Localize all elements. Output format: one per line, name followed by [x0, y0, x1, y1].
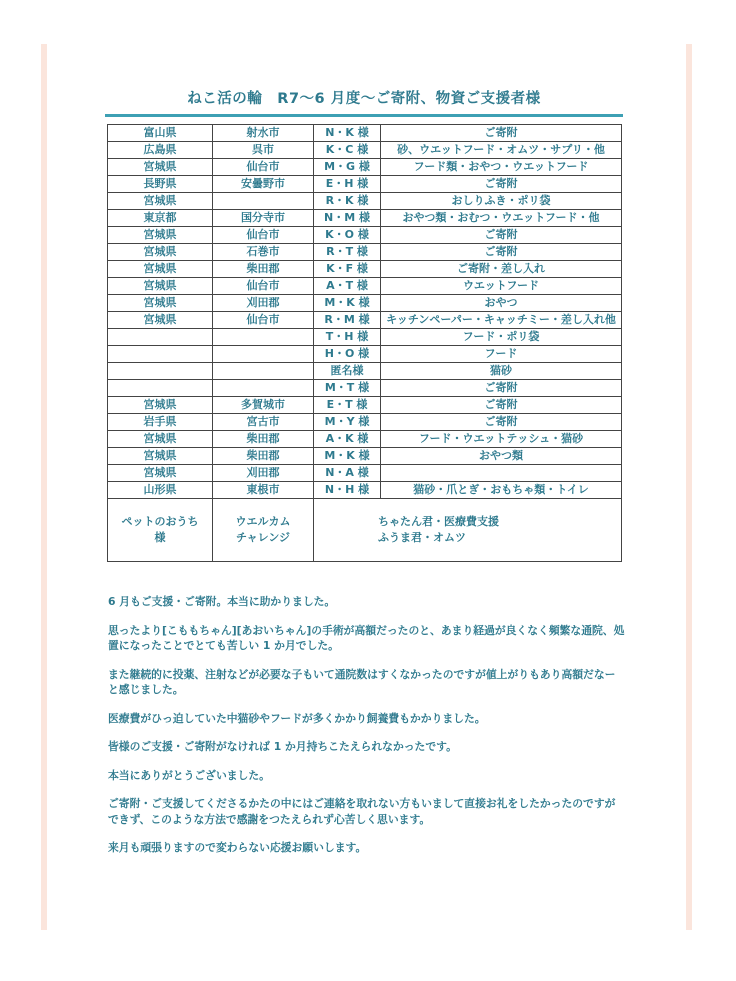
prefecture-cell	[108, 346, 213, 363]
items-cell: フード類・おやつ・ウエットフード	[381, 159, 622, 176]
donor-cell: K・O 様	[314, 227, 381, 244]
prefecture-cell: 宮城県	[108, 278, 213, 295]
city-cell: 安曇野市	[213, 176, 314, 193]
items-cell: ご寄附	[381, 125, 622, 142]
items-cell: ご寄附	[381, 397, 622, 414]
city-cell: 柴田郡	[213, 261, 314, 278]
message-paragraph: ご寄附・ご支援してくださるかたの中にはご連絡を取れない方もいまして直接お礼をしたかったのですが できず、このような方法で感謝をつたえられず心苦しく思います。	[108, 797, 616, 826]
items-cell: おやつ類・おむつ・ウエットフード・他	[381, 210, 622, 227]
prefecture-cell: 東京都	[108, 210, 213, 227]
table-row	[108, 125, 622, 142]
city-cell: 宮古市	[213, 414, 314, 431]
donor-cell: K・C 様	[314, 142, 381, 159]
items-cell: ご寄附	[381, 380, 622, 397]
items-cell: おしりふき・ポリ袋	[381, 193, 622, 210]
message-paragraph: 来月も頑張りますので変わらない応援お願いします。	[108, 841, 367, 854]
prefecture-cell	[108, 363, 213, 380]
table-row	[108, 482, 622, 499]
table-footer-row	[108, 499, 622, 562]
items-cell: おやつ	[381, 295, 622, 312]
city-cell: 呉市	[213, 142, 314, 159]
prefecture-cell	[108, 329, 213, 346]
items-cell: ご寄附	[381, 244, 622, 261]
table-row	[108, 448, 622, 465]
prefecture-cell: 宮城県	[108, 244, 213, 261]
donor-cell: M・Y 様	[314, 414, 381, 431]
items-cell	[381, 465, 622, 482]
message-paragraph: また継続的に投薬、注射などが必要な子もいて通院数はすくなかったのですが値上がりもあり高額だなー と感じました。	[108, 667, 616, 696]
city-cell: 仙台市	[213, 159, 314, 176]
donor-cell: K・F 様	[314, 261, 381, 278]
donor-cell: 匿名様	[314, 363, 381, 380]
donor-cell: R・T 様	[314, 244, 381, 261]
items-cell: 砂、ウエットフード・オムツ・サプリ・他	[381, 142, 622, 159]
city-cell	[213, 380, 314, 397]
prefecture-cell: 宮城県	[108, 431, 213, 448]
donor-cell: E・T 様	[314, 397, 381, 414]
donor-table-body	[108, 125, 622, 562]
table-row	[108, 380, 622, 397]
prefecture-cell	[108, 380, 213, 397]
donor-cell: R・M 様	[314, 312, 381, 329]
items-cell: ご寄附・差し入れ	[381, 261, 622, 278]
table-row	[108, 414, 622, 431]
city-cell: 刈田郡	[213, 295, 314, 312]
table-row	[108, 465, 622, 482]
table-row	[108, 312, 622, 329]
items-cell: ウエットフード	[381, 278, 622, 295]
items-cell: 猫砂・爪とぎ・おもちゃ類・トイレ	[381, 482, 622, 499]
prefecture-cell: 宮城県	[108, 193, 213, 210]
prefecture-cell: 山形県	[108, 482, 213, 499]
document-body	[107, 88, 621, 562]
items-cell: ご寄附	[381, 227, 622, 244]
city-cell: 仙台市	[213, 312, 314, 329]
table-row	[108, 278, 622, 295]
city-cell	[213, 363, 314, 380]
city-cell: 多賀城市	[213, 397, 314, 414]
donor-cell: M・G 様	[314, 159, 381, 176]
left-border-stripe	[41, 44, 47, 930]
right-border-stripe	[686, 44, 692, 930]
message-paragraphs	[108, 594, 628, 869]
donor-cell: N・A 様	[314, 465, 381, 482]
prefecture-cell: 宮城県	[108, 465, 213, 482]
prefecture-cell: 宮城県	[108, 261, 213, 278]
donor-cell: A・T 様	[314, 278, 381, 295]
table-row	[108, 346, 622, 363]
prefecture-cell: 岩手県	[108, 414, 213, 431]
prefecture-cell: 宮城県	[108, 312, 213, 329]
city-cell	[213, 346, 314, 363]
items-cell: キッチンペーパー・キャッチミー・差し入れ他	[381, 312, 622, 329]
donor-cell: E・H 様	[314, 176, 381, 193]
donor-cell: T・H 様	[314, 329, 381, 346]
city-cell: 仙台市	[213, 227, 314, 244]
table-row	[108, 397, 622, 414]
table-row	[108, 363, 622, 380]
prefecture-cell: 広島県	[108, 142, 213, 159]
table-row	[108, 295, 622, 312]
city-cell: 柴田郡	[213, 431, 314, 448]
table-row	[108, 227, 622, 244]
donor-cell: R・K 様	[314, 193, 381, 210]
donor-cell: A・K 様	[314, 431, 381, 448]
footer-program-cell: ウエルカム チャレンジ	[213, 499, 314, 562]
prefecture-cell: 宮城県	[108, 397, 213, 414]
donor-cell: M・T 様	[314, 380, 381, 397]
donor-cell: N・M 様	[314, 210, 381, 227]
items-cell: フード・ポリ袋	[381, 329, 622, 346]
donor-cell: M・K 様	[314, 448, 381, 465]
items-cell: フード	[381, 346, 622, 363]
table-row	[108, 159, 622, 176]
prefecture-cell: 宮城県	[108, 159, 213, 176]
city-cell: 射水市	[213, 125, 314, 142]
items-cell: ご寄附	[381, 414, 622, 431]
table-row	[108, 431, 622, 448]
donor-cell: M・K 様	[314, 295, 381, 312]
city-cell	[213, 329, 314, 346]
city-cell: 仙台市	[213, 278, 314, 295]
donor-table	[107, 124, 622, 562]
footer-supporter-cell: ペットのおうち 様	[108, 499, 213, 562]
prefecture-cell: 宮城県	[108, 295, 213, 312]
items-cell: 猫砂	[381, 363, 622, 380]
table-row	[108, 176, 622, 193]
prefecture-cell: 宮城県	[108, 227, 213, 244]
page-title: ねこ活の輪 R7～6 月度～ご寄附、物資ご支援者様	[187, 91, 541, 107]
message-paragraph: 皆様のご支援・ご寄附がなければ 1 か月持ちこたえられなかったです。	[108, 740, 457, 753]
city-cell: 国分寺市	[213, 210, 314, 227]
city-cell: 刈田郡	[213, 465, 314, 482]
message-paragraph: 本当にありがとうございました。	[108, 768, 270, 782]
title-underline	[105, 114, 623, 117]
table-row	[108, 210, 622, 227]
prefecture-cell: 富山県	[108, 125, 213, 142]
city-cell: 石巻市	[213, 244, 314, 261]
message-paragraph: 6 月もご支援・ご寄附。本当に助かりました。	[108, 595, 336, 608]
message-paragraph: 医療費がひっ迫していた中猫砂やフードが多くかかり飼養費もかかりました。	[108, 711, 486, 725]
donor-cell: H・O 様	[314, 346, 381, 363]
donor-cell: N・K 様	[314, 125, 381, 142]
items-cell: おやつ類	[381, 448, 622, 465]
table-row	[108, 244, 622, 261]
table-row	[108, 142, 622, 159]
city-cell: 柴田郡	[213, 448, 314, 465]
prefecture-cell: 長野県	[108, 176, 213, 193]
city-cell: 東根市	[213, 482, 314, 499]
message-paragraph: 思ったより[こももちゃん][あおいちゃん]の手術が高額だったのと、あまり経過が良くなく頻繁な通院、処 置になったことでとても苦しい 1 か月でした。	[108, 623, 625, 652]
prefecture-cell: 宮城県	[108, 448, 213, 465]
items-cell: ご寄附	[381, 176, 622, 193]
city-cell	[213, 193, 314, 210]
table-row	[108, 261, 622, 278]
items-cell: フード・ウエットテッシュ・猫砂	[381, 431, 622, 448]
donor-cell: N・H 様	[314, 482, 381, 499]
table-row	[108, 329, 622, 346]
footer-items-cell: ちゃたん君・医療費支援 ふうま君・オムツ	[314, 499, 622, 562]
table-row	[108, 193, 622, 210]
